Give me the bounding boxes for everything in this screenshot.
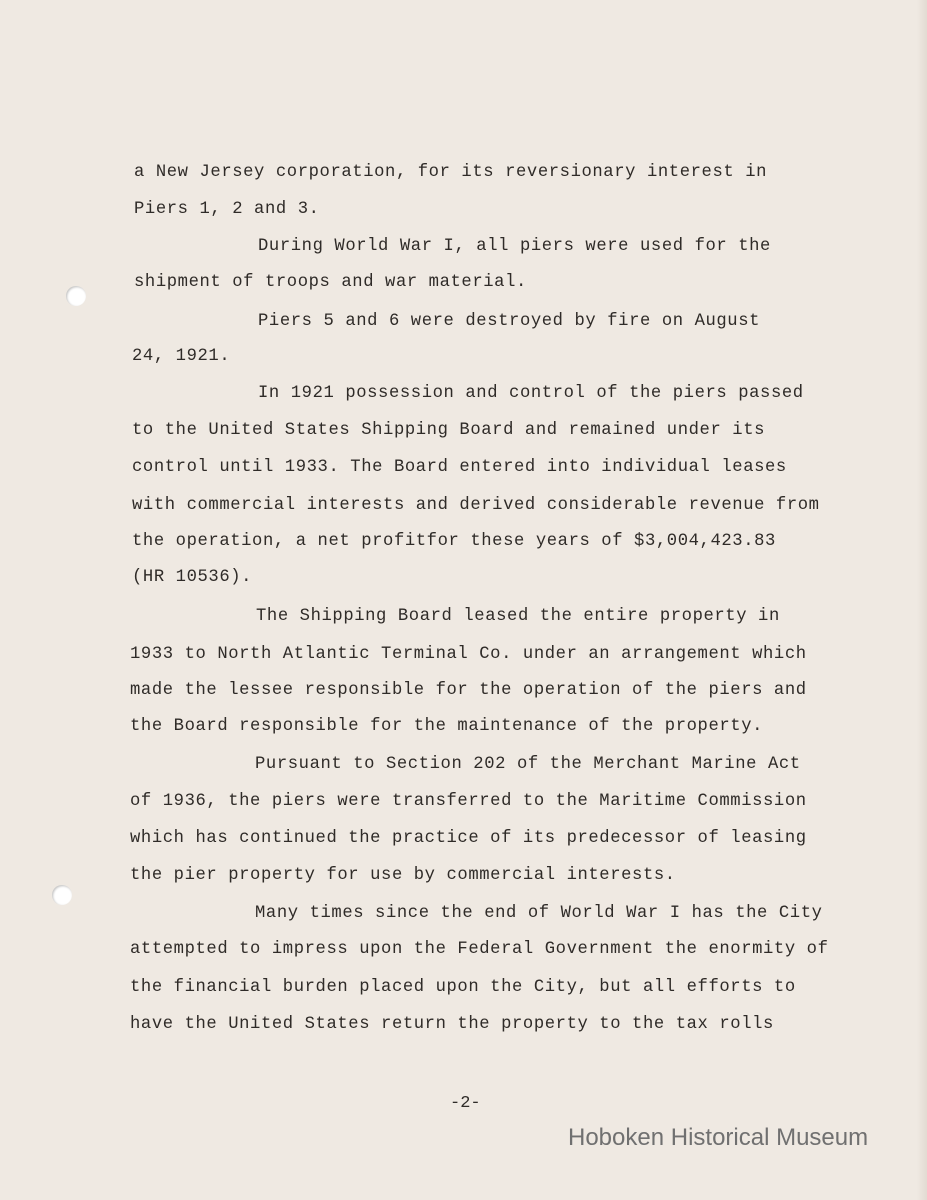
paper-edge [917, 0, 927, 1200]
text-line: Many times since the end of World War I has the City [255, 904, 823, 923]
text-line: During World War I, all piers were used for the [258, 237, 771, 256]
text-line: the Board responsible for the maintenance of the property. [130, 717, 764, 736]
text-line: (HR 10536). [132, 568, 253, 587]
museum-watermark: Hoboken Historical Museum [568, 1124, 869, 1151]
text-line: 24, 1921. [132, 347, 231, 366]
text-line: the financial burden placed upon the City, but all efforts to [130, 978, 796, 997]
text-line: 1933 to North Atlantic Terminal Co. under an arrangement which [130, 645, 807, 664]
punch-hole [52, 885, 72, 905]
text-line: the operation, a net profitfor these years of $3,004,423.83 [132, 532, 776, 551]
text-line: The Shipping Board leased the entire property in [256, 607, 780, 626]
text-line: with commercial interests and derived considerable revenue from [132, 496, 820, 515]
text-line: attempted to impress upon the Federal Government the enormity of [130, 940, 829, 959]
text-line: of 1936, the piers were transferred to the Maritime Commission [130, 792, 807, 811]
text-line: made the lessee responsible for the operation of the piers and [130, 681, 807, 700]
text-line: Piers 5 and 6 were destroyed by fire on August [258, 312, 761, 331]
page-number: -2- [450, 1094, 481, 1113]
text-line: control until 1933. The Board entered into individual leases [132, 458, 787, 477]
text-line: Pursuant to Section 202 of the Merchant Marine Act [255, 755, 801, 774]
punch-hole [66, 286, 86, 306]
text-line: a New Jersey corporation, for its reversionary interest in [134, 163, 768, 182]
text-line: to the United States Shipping Board and remained under its [132, 421, 766, 440]
text-line: which has continued the practice of its predecessor of leasing [130, 829, 807, 848]
text-line: the pier property for use by commercial interests. [130, 866, 676, 885]
text-line: have the United States return the property to the tax rolls [130, 1015, 774, 1034]
text-line: shipment of troops and war material. [134, 273, 527, 292]
text-line: Piers 1, 2 and 3. [134, 200, 320, 219]
text-line: In 1921 possession and control of the piers passed [258, 384, 804, 403]
